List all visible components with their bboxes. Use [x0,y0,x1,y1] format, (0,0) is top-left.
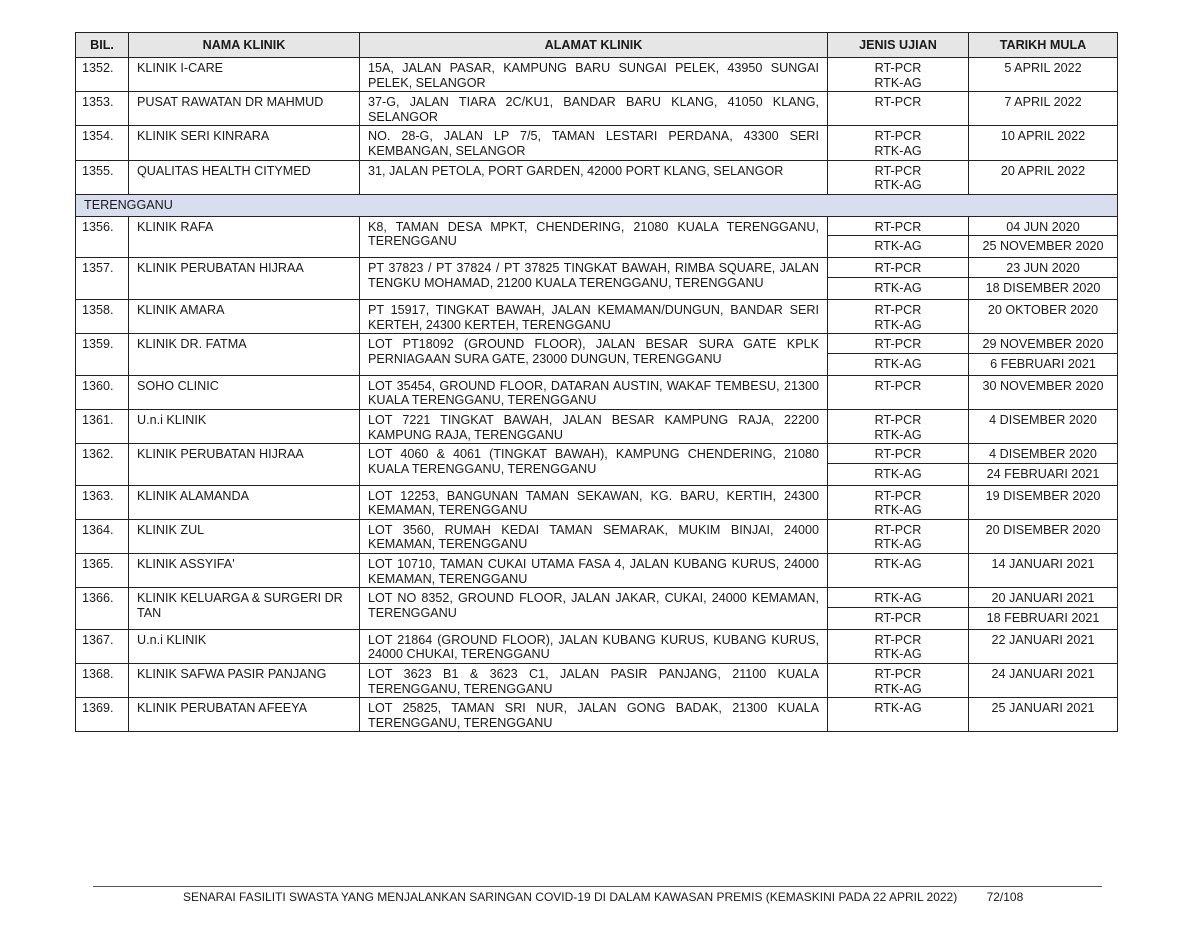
state-section-row [76,194,1118,216]
row-number: 1355. [76,160,129,194]
row-number: 1361. [76,409,129,443]
test-type [828,58,969,92]
row-number: 1357. [76,258,129,300]
row-number: 1362. [76,444,129,486]
table-row [76,444,1118,464]
row-number: 1365. [76,554,129,588]
clinic-address: LOT 25825, TAMAN SRI NUR, JALAN GONG BADAK, 21300 KUALA TERENGGANU, TERENGGANU [360,698,828,732]
table-row [76,258,1118,278]
clinic-name: KLINIK DR. FATMA [129,334,360,376]
row-number: 1367. [76,629,129,663]
test-type [828,375,969,409]
test-type [828,698,969,732]
footer-divider [93,886,1102,887]
clinic-address: PT 37823 / PT 37824 / PT 37825 TINGKAT BAWAH, RIMBA SQUARE, JALAN TENGKU MOHAMAD, 21200 KUALA TERENGGANU, TERENGGANU [360,258,828,300]
state-label: TERENGGANU [76,194,1118,216]
clinic-name: PUSAT RAWATAN DR MAHMUD [129,92,360,126]
clinic-address: LOT 3560, RUMAH KEDAI TAMAN SEMARAK, MUKIM BINJAI, 24000 KEMAMAN, TERENGGANU [360,519,828,553]
test-type-line: RTK-AG [874,75,922,90]
row-number: 1359. [76,334,129,376]
start-date: 30 NOVEMBER 2020 [969,375,1118,409]
clinic-address: K8, TAMAN DESA MPKT, CHENDERING, 21080 KUALA TERENGGANU, TERENGGANU [360,216,828,258]
test-type-line: RT-PCR [874,302,922,317]
clinic-name: KLINIK ASSYIFA' [129,554,360,588]
start-date: 20 JANUARI 2021 [969,588,1118,608]
clinic-name: KLINIK KELUARGA & SURGERI DR TAN [129,588,360,630]
clinic-name: KLINIK PERUBATAN HIJRAA [129,444,360,486]
table-row [76,588,1118,608]
row-number: 1356. [76,216,129,258]
table-row [76,519,1118,553]
test-type: RT-PCR [828,216,969,236]
header-start-date: TARIKH MULA [969,33,1118,58]
clinic-name: KLINIK SERI KINRARA [129,126,360,160]
clinic-table [75,32,1118,732]
test-type-line: RTK-AG [874,701,922,716]
table-row [76,58,1118,92]
test-type [828,664,969,698]
test-type [828,629,969,663]
test-type-line: RT-PCR [874,412,922,427]
test-type-line: RTK-AG [874,178,922,193]
test-type: RTK-AG [828,463,969,485]
clinic-name: KLINIK RAFA [129,216,360,258]
row-number: 1363. [76,485,129,519]
table-row [76,629,1118,663]
table-row [76,299,1118,333]
clinic-address: 37-G, JALAN TIARA 2C/KU1, BANDAR BARU KLANG, 41050 KLANG, SELANGOR [360,92,828,126]
test-type [828,126,969,160]
start-date: 23 JUN 2020 [969,258,1118,278]
test-type [828,409,969,443]
start-date: 14 JANUARI 2021 [969,554,1118,588]
clinic-name: U.n.i KLINIK [129,629,360,663]
clinic-address: NO. 28-G, JALAN LP 7/5, TAMAN LESTARI PERDANA, 43300 SERI KEMBANGAN, SELANGOR [360,126,828,160]
clinic-address: LOT 35454, GROUND FLOOR, DATARAN AUSTIN, WAKAF TEMBESU, 21300 KUALA TERENGGANU, TERENGGANU [360,375,828,409]
test-type-line: RTK-AG [874,143,922,158]
table-row [76,409,1118,443]
row-number: 1364. [76,519,129,553]
start-date: 4 DISEMBER 2020 [969,444,1118,464]
clinic-name: KLINIK I-CARE [129,58,360,92]
test-type: RT-PCR [828,334,969,354]
test-type-line: RT-PCR [874,378,922,393]
table-row [76,92,1118,126]
test-type: RT-PCR [828,607,969,629]
start-date: 20 APRIL 2022 [969,160,1118,194]
test-type [828,92,969,126]
test-type: RTK-AG [828,353,969,375]
header-bil: BIL. [76,33,129,58]
start-date: 20 DISEMBER 2020 [969,519,1118,553]
test-type-line: RT-PCR [874,667,922,682]
test-type-line: RT-PCR [874,61,922,75]
start-date: 04 JUN 2020 [969,216,1118,236]
test-type: RT-PCR [828,258,969,278]
header-clinic-name: NAMA KLINIK [129,33,360,58]
header-test-type: JENIS UJIAN [828,33,969,58]
row-number: 1360. [76,375,129,409]
table-row [76,216,1118,236]
start-date: 10 APRIL 2022 [969,126,1118,160]
test-type [828,485,969,519]
test-type-line: RT-PCR [874,632,922,647]
row-number: 1366. [76,588,129,630]
test-type-line: RTK-AG [874,681,922,696]
test-type-line: RTK-AG [874,503,922,518]
row-number: 1354. [76,126,129,160]
header-clinic-address: ALAMAT KLINIK [360,33,828,58]
row-number: 1352. [76,58,129,92]
clinic-name: KLINIK ALAMANDA [129,485,360,519]
clinic-address: LOT 21864 (GROUND FLOOR), JALAN KUBANG KURUS, KUBANG KURUS, 24000 CHUKAI, TERENGGANU [360,629,828,663]
clinic-name: KLINIK PERUBATAN AFEEYA [129,698,360,732]
start-date: 22 JANUARI 2021 [969,629,1118,663]
row-number: 1353. [76,92,129,126]
test-type: RT-PCR [828,444,969,464]
clinic-address: LOT 4060 & 4061 (TINGKAT BAWAH), KAMPUNG CHENDERING, 21080 KUALA TERENGGANU, TERENGGANU [360,444,828,486]
clinic-address: LOT PT18092 (GROUND FLOOR), JALAN BESAR SURA GATE KPLK PERNIAGAAN SURA GATE, 23000 DUNGUN, TERENGGANU [360,334,828,376]
row-number: 1358. [76,299,129,333]
test-type-line: RT-PCR [874,488,922,503]
table-row [76,375,1118,409]
table-row [76,698,1118,732]
clinic-name: U.n.i KLINIK [129,409,360,443]
row-number: 1368. [76,664,129,698]
start-date: 25 JANUARI 2021 [969,698,1118,732]
clinic-name: KLINIK SAFWA PASIR PANJANG [129,664,360,698]
table-row [76,334,1118,354]
start-date: 7 APRIL 2022 [969,92,1118,126]
test-type [828,519,969,553]
table-row [76,160,1118,194]
start-date: 18 DISEMBER 2020 [969,277,1118,299]
test-type: RTK-AG [828,588,969,608]
clinic-address: LOT 7221 TINGKAT BAWAH, JALAN BESAR KAMPUNG RAJA, 22200 KAMPUNG RAJA, TERENGGANU [360,409,828,443]
footer-title: SENARAI FASILITI SWASTA YANG MENJALANKAN SARINGAN COVID-19 DI DALAM KAWASAN PREMIS (KEMASKINI PADA 22 APRIL 2022) [183,890,958,904]
start-date: 4 DISEMBER 2020 [969,409,1118,443]
page-number: 72/108 [986,890,1024,904]
test-type [828,299,969,333]
test-type-line: RTK-AG [874,647,922,662]
page-footer [183,890,1023,904]
start-date: 20 OKTOBER 2020 [969,299,1118,333]
table-row [76,126,1118,160]
test-type-line: RTK-AG [874,317,922,332]
test-type-line: RTK-AG [874,427,922,442]
test-type-line: RT-PCR [874,163,922,178]
test-type: RTK-AG [828,277,969,299]
test-type: RTK-AG [828,236,969,258]
clinic-address: LOT 10710, TAMAN CUKAI UTAMA FASA 4, JALAN KUBANG KURUS, 24000 KEMAMAN, TERENGGANU [360,554,828,588]
clinic-name: KLINIK PERUBATAN HIJRAA [129,258,360,300]
row-number: 1369. [76,698,129,732]
start-date: 5 APRIL 2022 [969,58,1118,92]
test-type [828,160,969,194]
test-type-line: RT-PCR [874,95,922,110]
clinic-name: QUALITAS HEALTH CITYMED [129,160,360,194]
start-date: 24 JANUARI 2021 [969,664,1118,698]
clinic-address: LOT NO 8352, GROUND FLOOR, JALAN JAKAR, CUKAI, 24000 KEMAMAN, TERENGGANU [360,588,828,630]
start-date: 25 NOVEMBER 2020 [969,236,1118,258]
start-date: 24 FEBRUARI 2021 [969,463,1118,485]
start-date: 18 FEBRUARI 2021 [969,607,1118,629]
test-type [828,554,969,588]
clinic-name: SOHO CLINIC [129,375,360,409]
table-header-row [76,33,1118,58]
table-row [76,664,1118,698]
clinic-address: PT 15917, TINGKAT BAWAH, JALAN KEMAMAN/DUNGUN, BANDAR SERI KERTEH, 24300 KERTEH, TERENGGANU [360,299,828,333]
clinic-name: KLINIK AMARA [129,299,360,333]
clinic-address: 31, JALAN PETOLA, PORT GARDEN, 42000 PORT KLANG, SELANGOR [360,160,828,194]
start-date: 29 NOVEMBER 2020 [969,334,1118,354]
table-row [76,554,1118,588]
test-type-line: RTK-AG [874,557,922,572]
table-row [76,485,1118,519]
start-date: 6 FEBRUARI 2021 [969,353,1118,375]
clinic-address: LOT 3623 B1 & 3623 C1, JALAN PASIR PANJANG, 21100 KUALA TERENGGANU, TERENGGANU [360,664,828,698]
clinic-address: LOT 12253, BANGUNAN TAMAN SEKAWAN, KG. BARU, KERTIH, 24300 KEMAMAN, TERENGGANU [360,485,828,519]
test-type-line: RT-PCR [874,522,922,537]
table-body [76,58,1118,732]
clinic-address: 15A, JALAN PASAR, KAMPUNG BARU SUNGAI PELEK, 43950 SUNGAI PELEK, SELANGOR [360,58,828,92]
test-type-line: RT-PCR [874,129,922,144]
start-date: 19 DISEMBER 2020 [969,485,1118,519]
test-type-line: RTK-AG [874,537,922,552]
clinic-name: KLINIK ZUL [129,519,360,553]
